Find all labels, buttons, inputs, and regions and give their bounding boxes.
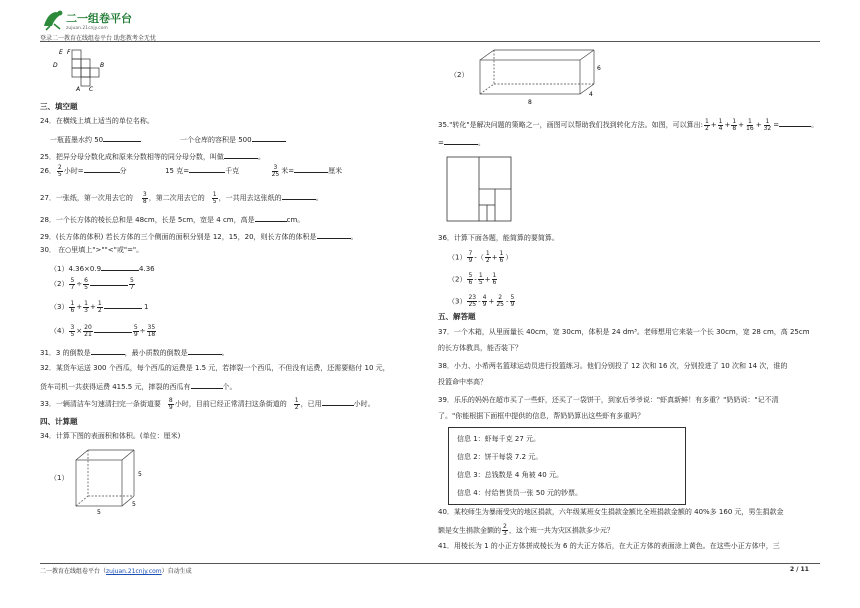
fraction-denominator: 2 [704,124,709,132]
q27 [40,191,323,205]
fraction-denominator: 2 [485,257,490,264]
footer-rule [40,563,820,564]
fraction-numerator: 1 [294,396,299,404]
info-item-4: 信息 4：付给售货员一张 50 元的钞票。 [457,489,583,497]
q26-c: 15 克= [165,167,190,175]
cube-dim-height: 5 [138,471,142,478]
logo-text: 二一组卷平台 [66,12,132,25]
fraction-denominator: 2 [97,306,102,314]
cube-dim-depth: 5 [132,501,136,508]
fraction [83,278,89,291]
fraction-denominator: 25 [271,170,280,178]
net-label-b: B [100,62,105,69]
fraction [168,398,174,411]
q35-eq: = [773,121,780,129]
q26-e: 米= [281,167,295,175]
q32-end: 个。 [222,383,237,391]
fraction-denominator: 5 [478,279,483,286]
q25-text: 25．把异分母分数化成和原来分数相等的同分母分数，叫做 [40,153,224,161]
fraction [492,273,498,286]
fraction-denominator: 7 [70,283,75,291]
fraction-denominator: 21 [84,330,92,338]
fraction [467,295,477,308]
fraction-denominator: 4 [718,124,723,132]
q38-line-1: 38．小力、小希两名篮球运动员进行投篮练习。他们分别投了 12 次和 16 次，分别投进了 10 次和 14 次，谁的 [438,362,788,370]
fraction-numerator: 1 [765,117,770,125]
fraction-denominator: 2 [294,403,299,411]
fraction [129,278,135,291]
logo-url: zujuan.21cnjy.com [66,26,108,31]
fraction-numerator: 20 [84,323,92,331]
fraction-denominator: 16 [746,124,754,132]
cuboid-dim-length: 8 [528,99,532,106]
q36-1-label: （1） [448,253,467,262]
cube-dim-width: 5 [97,509,101,516]
q27-c: ，一共用去这张纸的 [218,194,282,202]
q26-blank-2[interactable] [189,164,225,173]
q35-end: 。 [811,121,819,129]
fraction [495,295,505,308]
fraction-denominator: 5 [70,330,75,338]
q26-blank-3[interactable] [294,164,328,173]
footer-suffix: ）自动生成 [161,568,192,575]
q35-blank-1[interactable] [779,118,811,127]
q28 [40,213,304,225]
q34: 34．计算下图的表面积和体积。(单位：厘米) [40,432,181,440]
fraction-numerator: 1 [70,299,75,307]
page-number: 2 / 11 [790,566,809,573]
fraction [718,119,724,132]
net-label-a: A [76,86,81,92]
q28-blank[interactable] [255,213,287,222]
q30-3-label: （3） [50,303,69,311]
q31-text: 31．3 的倒数是 [40,349,91,357]
q30-4-blank[interactable] [94,324,132,333]
fraction [745,119,755,132]
fraction-denominator: 6 [499,257,504,264]
q33-end: 小时。 [353,400,375,408]
q36-3-label: （3） [448,297,467,306]
q36-3: （3） $\frac{23}{25}$ - $\frac{4}{9}$ + $\frac{2}{25}$ - $\frac{5}{9}$ [448,294,515,308]
fraction-numerator: 3 [273,163,278,171]
q31-blank-2[interactable] [188,346,222,355]
q36: 36．计算下面各题，能简算的要简算。 [438,234,559,242]
q27-blank[interactable] [282,191,316,200]
fraction [467,273,473,286]
q35-eq2: = [438,139,444,147]
fraction [478,273,484,286]
fraction-numerator: 1 [212,190,217,198]
fraction-numerator: 1 [499,250,504,257]
fraction [133,325,139,338]
q30-2-label: （2） [50,280,69,288]
q24-part-b [180,133,286,145]
q25-end: 。 [257,153,265,161]
q31-end: 。 [221,349,229,357]
q32-line-1: 32．某货车运送 300 个西瓜，每个西瓜的运费是 1.5 元，若摔裂一个西瓜，不但没有运费，还需要赔付 10 元， [40,364,390,372]
q35: 35."转化"是解决问题的策略之一，画图可以帮助我们找到转化方法。如图，可以算出: $\frac{1}{2}$ + $\frac{1}{4}$ + $\frac{1}{8}$ + $\frac{1}{16}$ + $\frac{1}{32}$ = 。 [438,117,819,132]
q30-4-label: （4） [50,327,69,335]
fraction [499,251,505,264]
q33-blank[interactable] [322,397,354,406]
q30: 30． 在○里填上">""<"或"="。 [40,246,144,254]
fraction-denominator: 8 [142,197,147,205]
q30-1-blank[interactable] [101,262,139,271]
fraction-numerator: 2 [57,163,62,171]
q24a-blank[interactable] [103,133,141,142]
q39-line-2: 了。"你能根据下面框中提供的信息，帮奶奶算出这些虾有多重吗？ [438,412,645,420]
cube-figure [70,446,170,516]
fraction-numerator: 5 [510,294,515,301]
fraction [271,165,281,178]
q30-3-end: 1 [143,303,149,311]
fraction [69,325,75,338]
fraction-denominator: 25 [468,301,477,308]
q28-end: cm。 [286,216,305,224]
q34-1-label: （1） [50,474,69,482]
q24a-text: 一瓶蓝墨水约 50 [50,136,104,144]
q35-line-2 [438,136,485,148]
footer-link[interactable]: zujuan.21cnjy.com [106,568,162,575]
fraction-denominator: 3 [503,530,507,537]
q29-blank[interactable] [317,230,351,239]
q40b-b: ，这个班一共为灾区捐款多少元？ [508,526,614,535]
fraction-numerator: 4 [482,294,487,301]
fraction-denominator: 25 [496,301,504,308]
fraction-denominator: 5 [84,283,88,291]
fraction [69,278,75,291]
fraction-numerator: 1 [485,250,490,257]
footer-source [40,566,192,575]
fraction-numerator: 1 [747,117,752,125]
fraction [763,119,773,132]
q35-text: 35."转化"是解决问题的策略之一，画图可以帮助我们找到转化方法。如图，可以算出: [438,121,703,129]
q26-a: 小时= [63,167,84,175]
fraction-numerator: 3 [70,323,75,331]
q26-blank-1[interactable] [84,164,120,173]
q30-3: （3） $\frac{1}{6}$ + $\frac{1}{3}$ + $\frac{1}{2}$ 1 [50,299,149,314]
q24b-blank[interactable] [252,133,286,142]
q24-part-a [50,133,141,145]
fraction [212,192,218,205]
q39-line-1: 39．乐乐的妈妈在超市买了一些虾，还买了一袋饼干，到家后爷爷说："虾真新鲜！有多重？"奶奶说："记不清 [438,396,779,404]
cube-net-diagram [50,46,110,92]
fraction [502,524,508,537]
fraction-numerator: 1 [478,272,483,279]
site-logo [40,8,210,32]
section-5-title: 五、解答题 [438,312,476,321]
fraction [83,301,89,314]
fraction-numerator: 5 [133,323,138,331]
q40-line-1: 40．某校师生为暴雨受灾的地区捐款，六年级某班女生捐款金额比全班捐款金额的 40%多 160 元，男生捐款金 [438,508,784,516]
fraction-denominator: 6 [70,306,75,314]
fraction-numerator: 1 [492,272,497,279]
fraction-numerator: 5 [70,276,75,284]
q32-line-2 [40,380,237,392]
net-label-f: F [67,49,71,56]
fraction-numerator: 8 [168,396,173,404]
q29-text: 29．(长方体的体积) 若长方体的三个侧面的面积分别是 12，15，20，则长方体的体积是 [40,233,317,241]
q24: 24．在横线上填上适当的单位名称。 [40,117,154,125]
q30-3-blank[interactable] [104,300,142,309]
q32b-text: 货车司机一共获得运费 415.5 元，摔裂的西瓜有 [40,383,191,391]
q31-b: ，最小质数的倒数是 [124,349,188,357]
fraction [731,119,737,132]
fraction-denominator: 7 [130,283,134,291]
q30-1a: （1）4.36×0.9 [50,265,102,273]
fraction [97,301,103,314]
q32-blank[interactable] [191,380,223,389]
fraction [69,301,75,314]
q40b-a: 额是女生捐款金额的 [438,526,501,535]
q26-b: 分 [119,167,127,175]
fraction-numerator: 1 [704,117,709,125]
fraction-denominator: 32 [763,124,772,132]
info-item-2: 信息 2：饼干每袋 7.2 元。 [457,453,543,461]
fraction-numerator: 2 [498,294,503,301]
fraction [147,325,157,338]
q33-b: 小时，目前已经正常清扫这条街道的 [174,400,287,408]
fraction-numerator: 6 [84,276,88,284]
info-box [448,427,686,505]
fraction [57,165,63,178]
q37-line-1: 37．一个木箱，从里面量长 40cm，宽 30cm，体积是 24 dm³。老师想用它来装一个长 30cm，宽 28 cm，高 25cm [438,328,810,336]
fraction-denominator: 5 [212,197,217,205]
q36-2: （2） $\frac{5}{6}$ - $\frac{1}{5}$ + $\frac{1}{6}$ [448,272,497,286]
fraction-denominator: 5 [57,170,62,178]
q26 [40,164,342,178]
cuboid-figure [476,46,616,108]
fraction-numerator: 5 [130,276,134,284]
fraction-numerator: 1 [97,299,102,307]
fraction-denominator: 6 [468,279,473,286]
fraction-denominator: 9 [168,403,173,411]
q36-1: （1） $\frac{7}{9}$ -（ $\frac{1}{2}$ + $\frac{1}{6}$ ） [448,250,513,264]
footer-prefix: 二一教育在线组卷平台（ [40,568,107,575]
square-division-figure [446,156,520,222]
q33-a: 33．一辆清洁车匀速清扫完一条街道要 [40,400,161,408]
net-label-e: E [59,49,63,56]
fraction [83,325,93,338]
fraction-denominator: 8 [732,124,737,132]
section-4-title: 四、计算题 [40,417,78,426]
section-3-title: 三、填空题 [40,102,78,111]
header-subtitle: 登录二一教育在线组卷平台 助您教考全无忧 [40,35,156,42]
q26-num: 26． [40,167,56,175]
q30-2: （2） $\frac{5}{7}$ ÷ $\frac{6}{5}$ $\frac{5}{7}$ [50,276,134,291]
fraction-numerator: 35 [147,323,156,331]
header-rule [40,41,820,42]
fraction-denominator: 18 [147,330,156,338]
q30-1b: 4.36 [139,265,155,273]
fig2-label: （2） [450,71,469,79]
q36-2-label: （2） [448,275,467,284]
fraction-numerator: 1 [732,117,737,125]
q40-line-2 [438,524,614,537]
q27-b: ，第二次用去它的 [148,194,205,202]
cuboid-dim-height: 6 [597,65,601,72]
q30-4: （4） $\frac{3}{5}$ × $\frac{20}{21}$ $\frac{5}{9}$ ÷ $\frac{35}{18}$ [50,323,156,338]
info-item-3: 信息 3：总钱数是 4 角被 40 元。 [457,471,563,479]
fraction [467,251,473,264]
q27-a: 27．一张纸，第一次用去它的 [40,194,133,202]
fraction [482,295,488,308]
q25-blank[interactable] [224,150,258,159]
cuboid-dim-depth: 4 [589,91,593,98]
q28-text: 28．一个长方体的棱长总和是 48cm，长是 5cm，宽是 4 cm，高是 [40,216,255,224]
q38-line-2: 投篮命中率高？ [438,378,487,386]
fraction-denominator: 3 [84,306,88,314]
q33 [40,397,375,411]
q25 [40,150,265,162]
q31-blank-1[interactable] [91,346,125,355]
q31 [40,346,229,358]
q37-line-2: 的长方体教具，能否装下？ [438,344,522,352]
fraction [510,295,516,308]
fraction-numerator: 1 [84,299,88,307]
q26-f: 厘米 [328,167,343,175]
fraction-denominator: 6 [492,279,497,286]
fraction-numerator: 2 [503,523,507,530]
q35-end-2: 。 [477,139,485,147]
fraction [704,119,710,132]
q33-c: ，已用 [300,400,322,408]
q24b-text: 一个仓库的容积是 500 [180,136,252,144]
q30-1 [50,262,155,274]
fraction-denominator: 9 [482,301,487,308]
q35-blank-2[interactable] [444,136,478,145]
q41-line-1: 41．用棱长为 1 的小正方体拼成棱长为 6 的大正方体后，在大正方体的表面涂上黄色。在这些小正方体中，三 [438,542,780,550]
fraction-numerator: 3 [142,190,147,198]
q29-end: 。 [350,233,358,241]
fraction-numerator: 23 [468,294,477,301]
fraction-numerator: 1 [718,117,723,125]
q27-end: 。 [315,194,323,202]
net-label-d: D [53,62,58,69]
fraction-numerator: 7 [468,250,473,257]
fraction [485,251,491,264]
fraction-numerator: 5 [468,272,473,279]
q30-2-blank[interactable] [90,277,128,286]
q26-d: 千克 [225,167,240,175]
q29 [40,230,358,242]
info-item-1: 信息 1：虾每千克 27 元。 [457,435,541,443]
fraction-denominator: 9 [133,330,138,338]
fraction-denominator: 9 [510,301,515,308]
fraction-denominator: 9 [468,257,473,264]
net-label-c: C [89,86,94,92]
fraction [142,192,148,205]
fraction [294,398,300,411]
